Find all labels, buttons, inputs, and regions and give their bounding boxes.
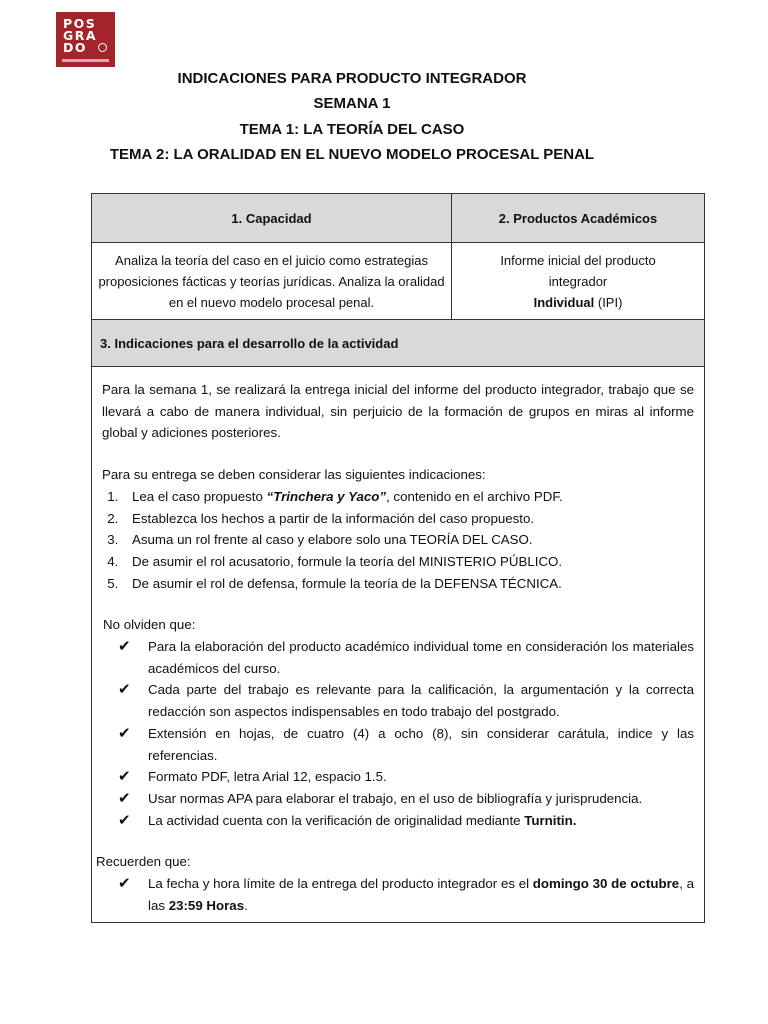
check-icon: ✔ xyxy=(118,875,131,893)
producto-text xyxy=(452,243,705,320)
check-item: ✔ Extensión en hojas, de cuatro (4) a ocho (8), sin considerar carátula, indice y las referencias. xyxy=(118,724,694,763)
title-line-1: INDICACIONES PARA PRODUCTO INTEGRADOR xyxy=(177,70,527,87)
list-intro: Para su entrega se deben considerar las siguientes indicaciones: xyxy=(102,467,486,483)
deadline-time: 23:59 Horas xyxy=(168,897,245,913)
instructions-table xyxy=(91,193,705,923)
posgrado-logo xyxy=(56,12,115,67)
list-item: 4. De asumir el rol acusatorio, formule la teoría del MINISTERIO PÚBLICO. xyxy=(122,551,694,573)
intro-paragraph: Para la semana 1, se realizará la entrega inicial del informe del producto integrador, trabajo que se llevará a cabo de manera individual, sin perjuicio de la formación de grupos en miras al informe global y adiciones posteriores. xyxy=(102,382,694,441)
check-item: ✔ Para la elaboración del producto académico individual tome en consideración los materiales académicos del curso. xyxy=(118,638,694,676)
deadline-date: domingo 30 de octubre xyxy=(532,876,680,892)
producto-ipi: (IPI) xyxy=(594,294,623,310)
deadline-checklist xyxy=(102,873,694,916)
check-item: ✔ La fecha y hora límite de la entrega del producto integrador es el domingo 30 de octubre, a las 23:59 Horas. xyxy=(118,875,695,913)
title-line-4: TEMA 2: LA ORALIDAD EN EL NUEVO MODELO PROCESAL PENAL xyxy=(109,146,595,163)
check-item: ✔ Cada parte del trabajo es relevante para la calificación, la argumentación y la correcta redacción son aspectos indispensables en todo trabajo del postgrado. xyxy=(118,681,694,720)
check-item: ✔ La actividad cuenta con la verificación de originalidad mediante Turnitin. xyxy=(118,810,694,832)
check-item: ✔ Usar normas APA para elaborar el trabajo, en el uso de bibliografía y jurisprudencia. xyxy=(118,788,694,810)
check-icon: ✔ xyxy=(118,789,131,807)
logo-text: POS GRA DO xyxy=(63,16,98,55)
check-icon: ✔ xyxy=(118,768,131,786)
check-item: ✔ Formato PDF, letra Arial 12, espacio 1.5. xyxy=(118,766,694,788)
list-item: 1. Lea el caso propuesto “Trinchera y Yaco”, contenido en el archivo PDF. xyxy=(122,486,694,508)
check-icon: ✔ xyxy=(118,724,131,742)
producto-individual: Individual xyxy=(533,294,595,310)
check-icon: ✔ xyxy=(118,638,131,656)
capacidad-header: 1. Capacidad xyxy=(92,194,452,243)
turnitin-label: Turnitin. xyxy=(524,812,577,828)
checklist xyxy=(102,636,694,831)
numbered-list xyxy=(102,486,694,595)
list-item: 2. Establezca los hechos a partir de la información del caso propuesto. xyxy=(122,508,694,530)
check-icon: ✔ xyxy=(118,811,131,829)
section-3-header: 3. Indicaciones para el desarrollo de la actividad xyxy=(92,320,705,367)
list-item: 3. Asuma un rol frente al caso y elabore solo una TEORÍA DEL CASO. xyxy=(122,529,694,551)
recuerden-label: Recuerden que: xyxy=(96,854,191,870)
case-name: “Trinchera y Yaco” xyxy=(266,488,387,504)
seal-icon xyxy=(98,43,107,52)
producto-line-3 xyxy=(458,292,698,313)
producto-line-2: integrador xyxy=(548,273,608,289)
productos-header: 2. Productos Académicos xyxy=(452,194,705,243)
producto-line-1: Informe inicial del producto xyxy=(500,252,656,268)
capacidad-text: Analiza la teoría del caso en el juicio como estrategias proposiciones fácticas y teorías jurídicas. Analiza la oralidad en el nuevo modelo procesal penal. xyxy=(92,243,452,320)
section-3-body xyxy=(92,367,705,923)
title-line-2: SEMANA 1 xyxy=(313,95,391,112)
logo-subtitle-bar xyxy=(62,59,109,62)
list-item: 5. De asumir el rol de defensa, formule la teoría de la DEFENSA TÉCNICA. xyxy=(122,573,694,595)
title-line-3: TEMA 1: LA TEORÍA DEL CASO xyxy=(239,121,465,138)
check-icon: ✔ xyxy=(118,681,131,699)
no-olviden-label: No olviden que: xyxy=(103,617,196,633)
